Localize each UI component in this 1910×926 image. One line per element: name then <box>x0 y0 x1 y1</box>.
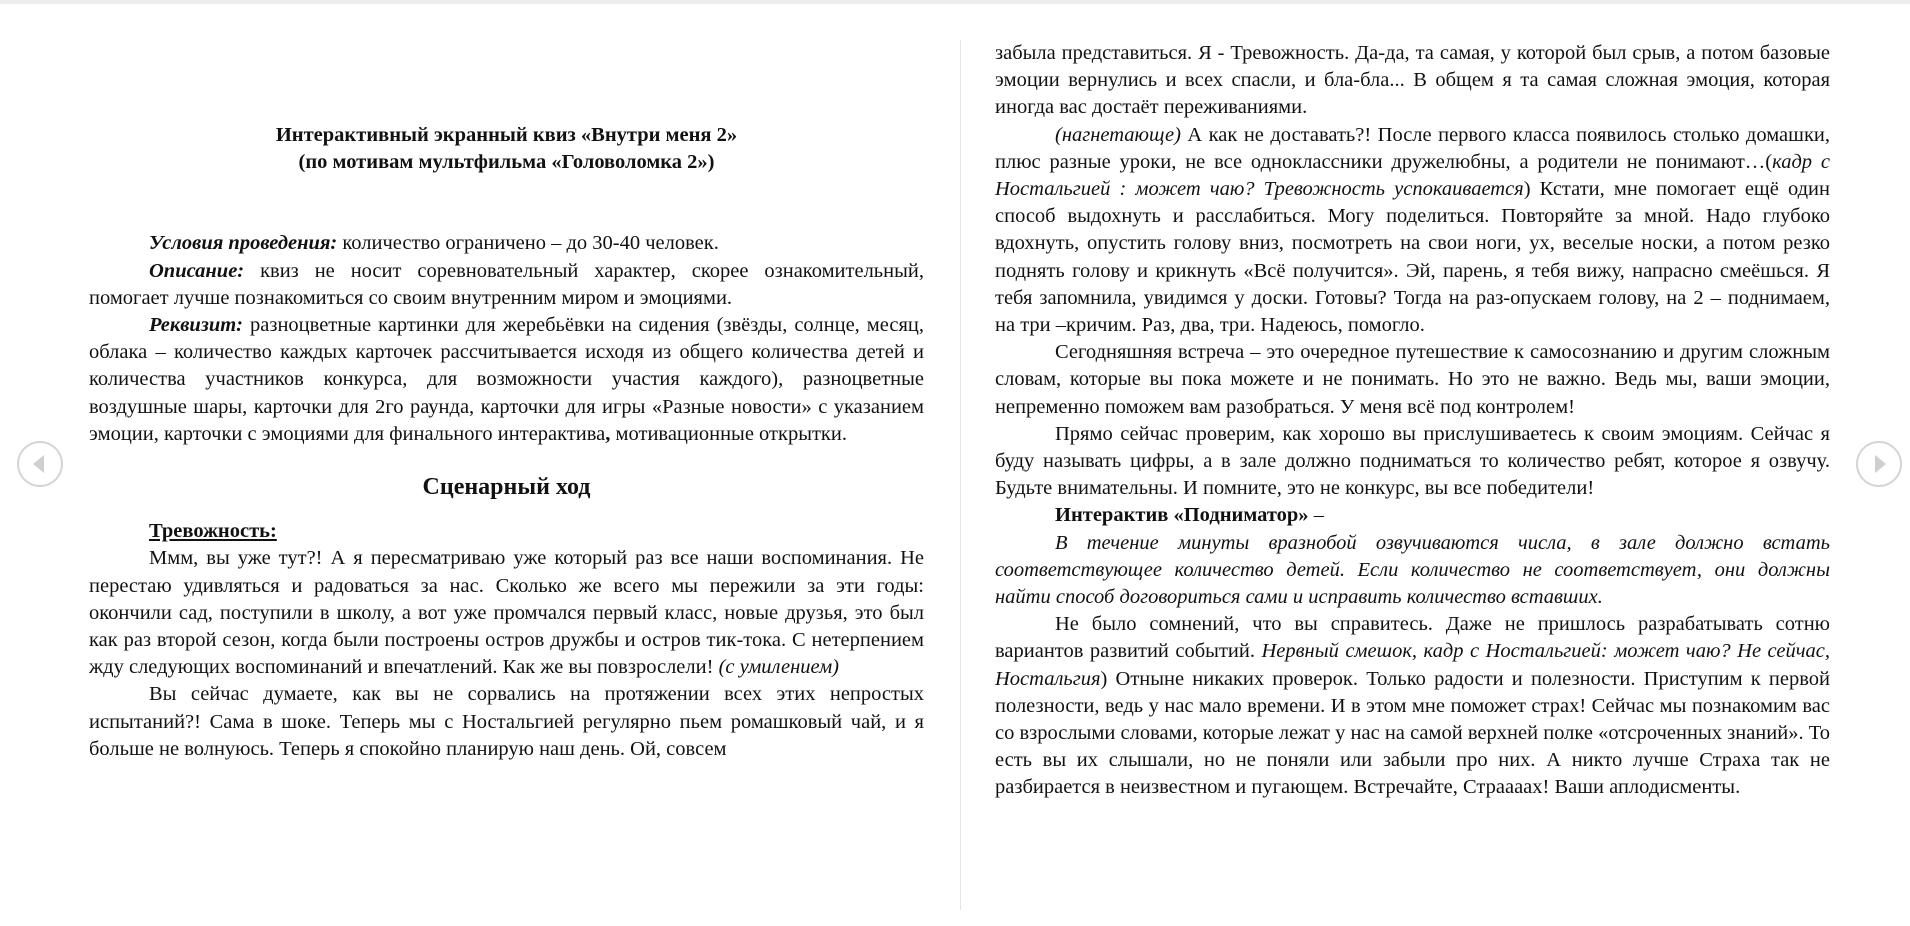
speech-paragraph-5: Прямо сейчас проверим, как хорошо вы прислушиваетесь к своим эмоциям. Сейчас я буду называть цифры, а в зале должно подниматься то количество ребят, которое я озвучу. Будьте внимательны. И помните, это не конкурс, вы все победители! <box>995 422 1830 500</box>
speech-paragraph-3 <box>995 122 1830 340</box>
speech-1-text: Ммм, вы уже тут?! А я пересматриваю уже который раз все наши воспоминания. Не перестаю удивляться и радоваться за нас. Сколько же всего мы пережили за эти годы: окончили сад, поступили в школу, а вот уже промчался первый класс, новые друзья, это был как раз второй сезон, когда были построены остров дружбы и остров тик-тока. С нетерпением жду следующих воспоминаний и впечатлений. Как же вы повзрослели! <box>89 547 924 679</box>
right-page <box>995 40 1830 802</box>
title-line-2: (по мотивам мультфильма «Головоломка 2») <box>298 151 715 174</box>
speech-3-text-b: ) Кстати, мне помогает ещё один способ выдохнуть и расслабиться. Могу поделиться. Повторяйте за мной. Надо глубоко вдохнуть, опустить голову вниз, посмотреть на свои ноги, ух, веселые носки, а потом резко поднять голову и крикнуть «Всё получится». Эй, парень, я тебя вижу, напрасно смеёшься. Я тебя запомнила, увидимся у доски. Готовы? Тогда на раз-опускаем голову, на 2 – поднимаем, на три –кричим. Раз, два, три. Надеюсь, помогло. <box>995 178 1830 337</box>
interactive-description: В течение минуты вразнобой озвучиваются числа, в зале должно встать соответствующее количество детей. Если количество не соответствует, они должны найти способ договориться сами и исправить количество вставших. <box>995 531 1830 609</box>
props-comma: , <box>605 422 611 445</box>
props-tail: мотивационные открытки. <box>610 422 847 445</box>
document-title <box>89 122 924 176</box>
speech-6-text-b: ) Отныне никаких проверок. Только радости и полезности. Приступим к первой полезности, ведь у нас мало времени. И в этом мне поможет страх! Сейчас мы познакомим вас со взрослыми словами, которые лежат у нас на самой верхней полке «отсроченных знаний». То есть вы их слышали, но не поняли или забыли про них. А никто лучше Страха так не разбирается в неизвестном и пугающем. Встречайте, Страааах! Ваши аплодисменты. <box>995 667 1830 799</box>
speech-paragraph-2 <box>89 681 924 763</box>
speaker-label: Тревожность: <box>149 520 277 543</box>
title-line-1: Интерактивный экранный квиз «Внутри меня 2» <box>275 124 738 146</box>
interactive-heading <box>995 502 1830 529</box>
stage-direction-3: кадр с Ностальгией : может чаю? Тревожность успокаивается <box>995 150 1830 201</box>
props-label: Реквизит: <box>149 314 244 337</box>
page-divider <box>960 40 961 910</box>
speech-2-text: Вы сейчас думаете, как вы не сорвались на протяжении всех этих непростых испытаний?! Сама в шоке. Теперь мы с Ностальгией регулярно пьем ромашковый чай, и я больше не волнуюсь. Теперь я спокойно планирую наш день. Ой, совсем <box>89 683 924 760</box>
speech-paragraph-4: Сегодняшняя встреча – это очередное путешествие к самосознанию и другим сложным словам, которые вы пока можете и не понимать. Но это не важно. Ведь мы, ваши эмоции, непременно поможем вам разобраться. У меня всё под контролем! <box>995 341 1830 418</box>
conditions-paragraph <box>89 230 924 257</box>
speaker-paragraph <box>89 518 924 545</box>
description-label: Описание: <box>149 259 245 282</box>
speech-paragraph-1 <box>89 545 924 681</box>
interactive-dash: – <box>1308 504 1324 527</box>
conditions-label: Условия проведения: <box>149 232 338 255</box>
left-page <box>89 40 924 763</box>
speech-paragraph-6 <box>995 611 1830 801</box>
description-paragraph <box>89 258 924 312</box>
description-text: квиз не носит соревновательный характер, скорее ознакомительный, помогает лучше познакомиться со своим внутренним миром и эмоциями. <box>89 259 924 309</box>
continued-paragraph: забыла представиться. Я - Тревожность. Да-да, та самая, у которой был срыв, а потом базовые эмоции вернулись и всех спасли, и бла-бла... В общем я та самая сложная эмоция, которая иногда вас достаёт переживаниями. <box>995 42 1830 119</box>
conditions-text: количество ограничено – до 30-40 человек. <box>337 232 719 255</box>
stage-direction-2: (нагнетающе) <box>1055 123 1181 146</box>
chevron-left-icon <box>19 443 61 485</box>
chevron-right-icon <box>1858 443 1900 485</box>
props-paragraph <box>89 312 924 448</box>
interactive-title: Интерактив «Подниматор» <box>1055 504 1309 527</box>
previous-page-button[interactable] <box>17 441 63 487</box>
scenario-heading: Сценарный ход <box>422 474 591 501</box>
next-page-button[interactable] <box>1856 441 1902 487</box>
stage-direction-1: (с умилением) <box>718 656 839 679</box>
stage-direction-4: Нервный смешок, кадр с Ностальгией: может чаю? Не сейчас, Ностальгия <box>995 640 1830 690</box>
speech-6-text-a: Не было сомнений, что вы справитесь. Даже не пришлось разрабатывать сотню вариантов развитий событий. <box>995 613 1830 663</box>
speech-3-text-a: А как не доставать?! После первого класса появилось столько домашки, плюс разные уроки, не все одноклассники дружелюбны, а родители не понимают…( <box>995 123 1830 173</box>
top-edge <box>0 0 1910 4</box>
props-text: разноцветные картинки для жеребьёвки на сидения (звёзды, солнце, месяц, облака – количество каждых карточек рассчитывается исходя из общего количества детей и количества участников конкурса, для возможности участия каждого), разноцветные воздушные шары, карточки для 2го раунда, карточки для игры «Разные новости» с указанием эмоции, карточки с эмоциями для финального интерактива <box>89 314 924 445</box>
